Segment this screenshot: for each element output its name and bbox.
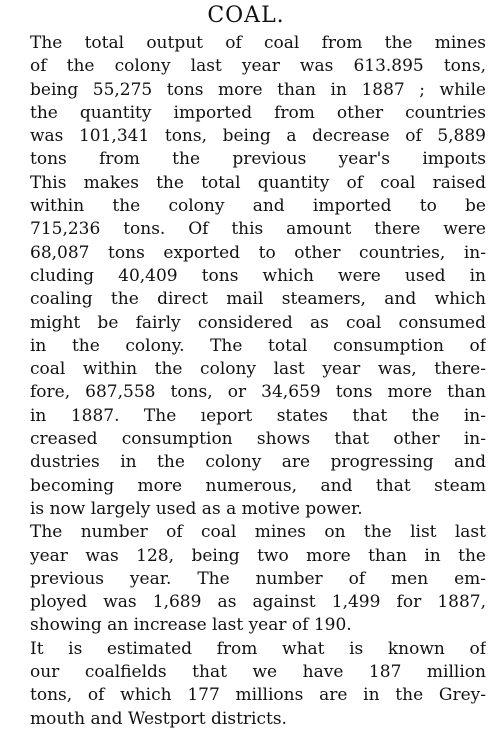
text-line: in 1887. The ıeport states that the in- <box>30 405 486 426</box>
paragraph-coalfields <box>6 638 486 731</box>
text-line: fore, 687,558 tons, or 34,659 tons more than <box>30 382 486 403</box>
text-line: showing an increase last year of 190. <box>30 615 352 636</box>
text-line: coal within the colony last year was, there- <box>30 359 486 380</box>
text-line: ployed was 1,689 as against 1,499 for 1887, <box>30 592 486 613</box>
text-line: is now largely used as a motive power. <box>30 498 363 519</box>
text-line: within the colony and imported to be <box>30 196 486 217</box>
text-line: previous year. The number of men em- <box>30 568 486 589</box>
text-line: mouth and Westport districts. <box>30 708 287 729</box>
text-line: in the colony. The total consumption of <box>30 335 486 356</box>
text-line: The total output of coal from the mines <box>30 33 486 53</box>
text-line: tons, of which 177 millions are in the Grey- <box>30 685 486 706</box>
text-line: year was 128, being two more than in the <box>30 545 486 566</box>
article <box>6 2 486 731</box>
text-line: was 101,341 tons, being a decrease of 5,889 <box>30 126 486 147</box>
article-headline: COAL. <box>207 3 285 28</box>
text-line: dustries in the colony are progressing and <box>30 452 486 473</box>
text-line: tons from the previous year's impoıts <box>30 149 486 170</box>
text-line: coaling the direct mail steamers, and which <box>30 289 486 310</box>
text-line: being 55,275 tons more than in 1887 ; while <box>30 79 486 100</box>
text-line: our coalfields that we have 187 million <box>30 662 486 683</box>
text-line: 68,087 tons exported to other countries, in- <box>30 242 486 263</box>
text-line: the quantity imported from other countries <box>30 102 486 123</box>
text-line: creased consumption shows that other in- <box>30 429 486 450</box>
paragraph-mines <box>6 521 486 637</box>
text-line: It is estimated from what is known of <box>30 638 486 659</box>
text-line: might be fairly considered as coal consumed <box>30 312 486 333</box>
paragraph-output <box>6 32 486 521</box>
text-line: 715,236 tons. Of this amount there were <box>30 219 486 240</box>
text-line: The number of coal mines on the list last <box>30 522 486 543</box>
text-line: cluding 40,409 tons which were used in <box>30 265 486 286</box>
text-line: becoming more numerous, and that steam <box>30 475 486 496</box>
text-line: of the colony last year was 613.895 tons, <box>30 56 486 77</box>
text-line: This makes the total quantity of coal raised <box>30 172 486 193</box>
